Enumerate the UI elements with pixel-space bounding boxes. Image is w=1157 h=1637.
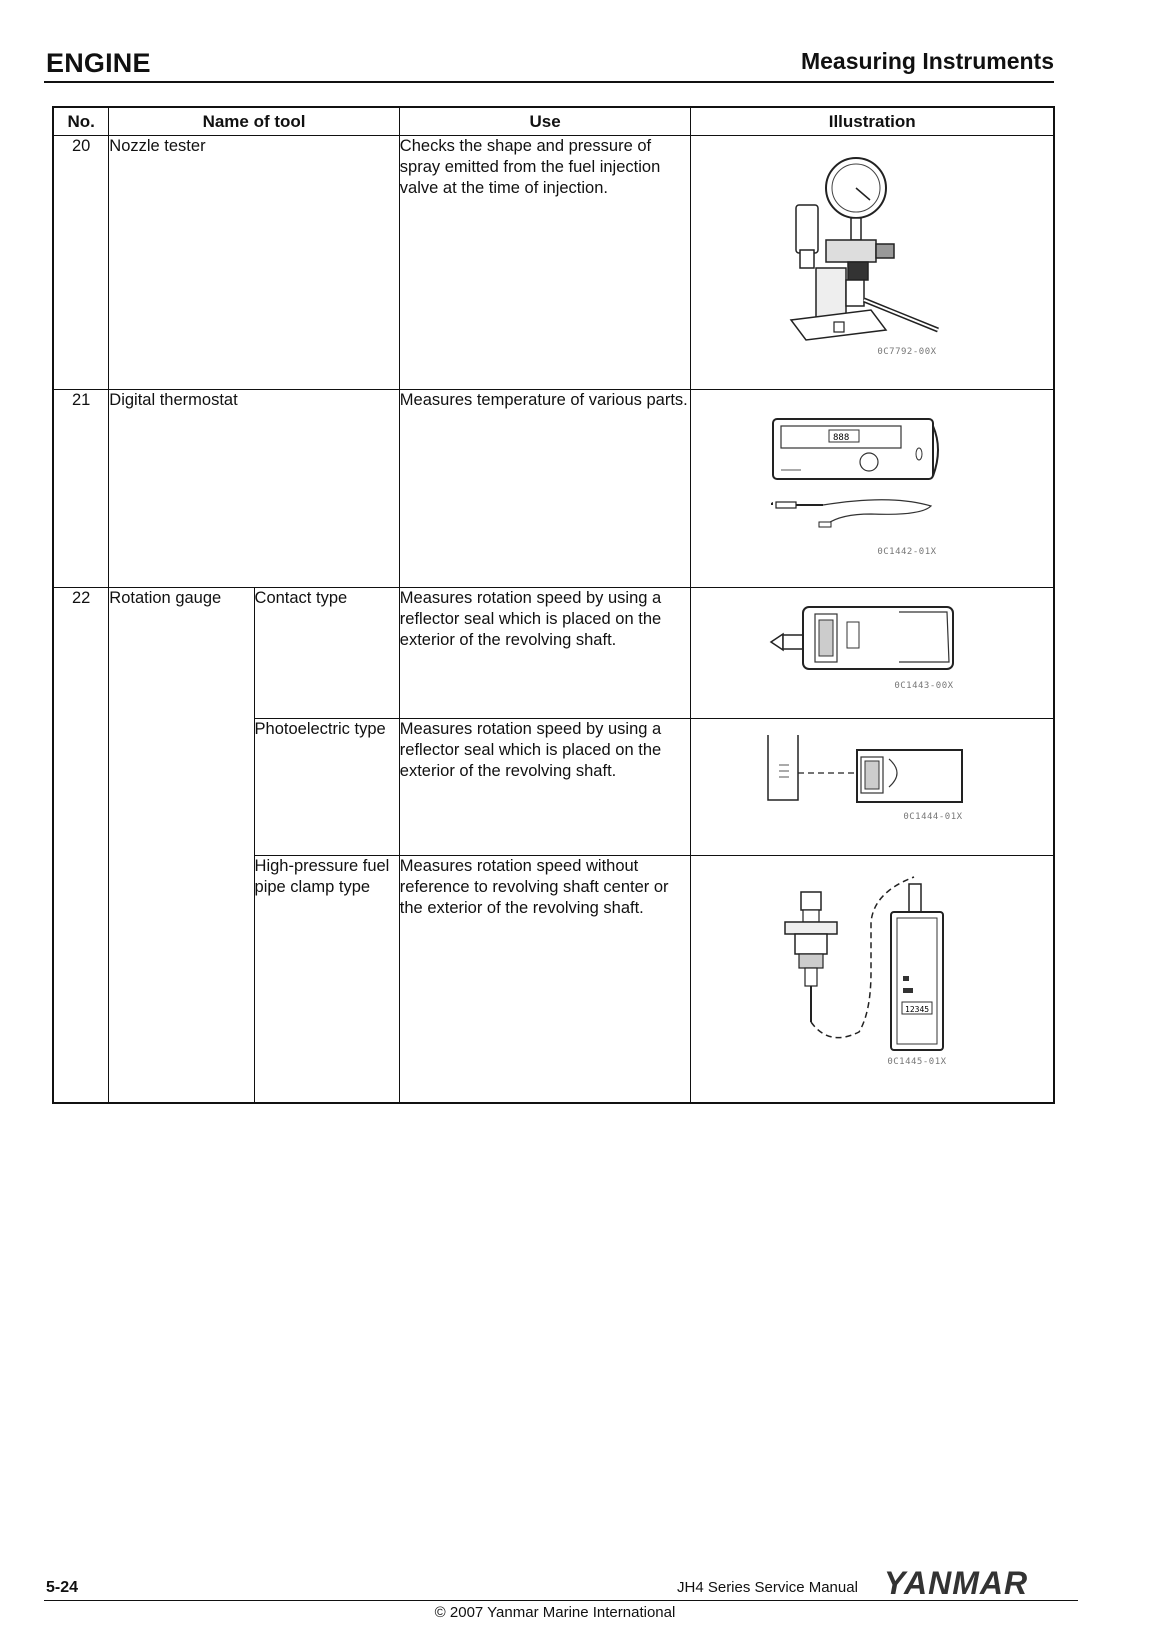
row-number: 21 — [53, 390, 109, 588]
manual-title: JH4 Series Service Manual — [677, 1579, 858, 1596]
table-row — [53, 390, 1054, 588]
svg-text:888: 888 — [833, 433, 850, 443]
svg-text:12345: 12345 — [905, 1005, 930, 1014]
header-rule — [44, 81, 1054, 83]
tool-illustration — [691, 719, 1054, 856]
tool-illustration — [691, 390, 1054, 588]
copyright: © 2007 Yanmar Marine International — [434, 1604, 676, 1621]
yanmar-logo: YANMAR — [884, 1565, 1029, 1601]
tool-use: Measures rotation speed by using a reflector seal which is placed on the exterior of the revolving shaft. — [399, 588, 691, 719]
footer-rule — [44, 1600, 1078, 1601]
figure-id: 0C1442-01X — [877, 547, 937, 557]
column-header-use: Use — [399, 107, 691, 136]
figure-id: 0C1444-01X — [903, 812, 963, 822]
table-row — [53, 588, 1054, 719]
tool-use: Measures rotation speed by using a reflector seal which is placed on the exterior of the revolving shaft. — [399, 719, 691, 856]
figure-id: 0C1445-01X — [887, 1057, 947, 1067]
tool-subtype: Photoelectric type — [254, 719, 399, 856]
row-number: 22 — [53, 588, 109, 1103]
figure-id: 0C7792-00X — [877, 347, 937, 357]
tool-use: Measures rotation speed without reference to revolving shaft center or the exterior of the revolving shaft. — [399, 856, 691, 1103]
tool-name: Digital thermostat — [109, 390, 400, 588]
tool-illustration — [691, 136, 1054, 390]
photoelectric-tachometer-icon — [765, 735, 970, 810]
digital-thermostat-icon — [771, 414, 946, 534]
table-row — [53, 136, 1054, 390]
column-header-name: Name of tool — [109, 107, 400, 136]
page-title: Measuring Instruments — [800, 48, 1054, 74]
fuel-pipe-clamp-tachometer-icon — [779, 872, 959, 1057]
table-header-row — [53, 107, 1054, 136]
row-number: 20 — [53, 136, 109, 390]
nozzle-tester-icon — [776, 150, 946, 350]
figure-id: 0C1443-00X — [894, 681, 954, 691]
section-title: ENGINE — [46, 48, 151, 78]
tool-illustration — [691, 856, 1054, 1103]
tool-use: Measures temperature of various parts. — [399, 390, 691, 588]
page-number: 5-24 — [46, 1579, 79, 1596]
tool-use: Checks the shape and pressure of spray emitted from the fuel injection valve at the time of injection. — [399, 136, 691, 390]
tool-subtype: High-pressure fuel pipe clamp type — [254, 856, 399, 1103]
column-header-illustration: Illustration — [691, 107, 1054, 136]
tool-name: Nozzle tester — [109, 136, 400, 390]
tool-subtype: Contact type — [254, 588, 399, 719]
measuring-instruments-table — [52, 106, 1055, 1104]
contact-tachometer-icon — [769, 602, 969, 677]
tool-name: Rotation gauge — [109, 588, 254, 1103]
column-header-no: No. — [53, 107, 109, 136]
tool-illustration — [691, 588, 1054, 719]
